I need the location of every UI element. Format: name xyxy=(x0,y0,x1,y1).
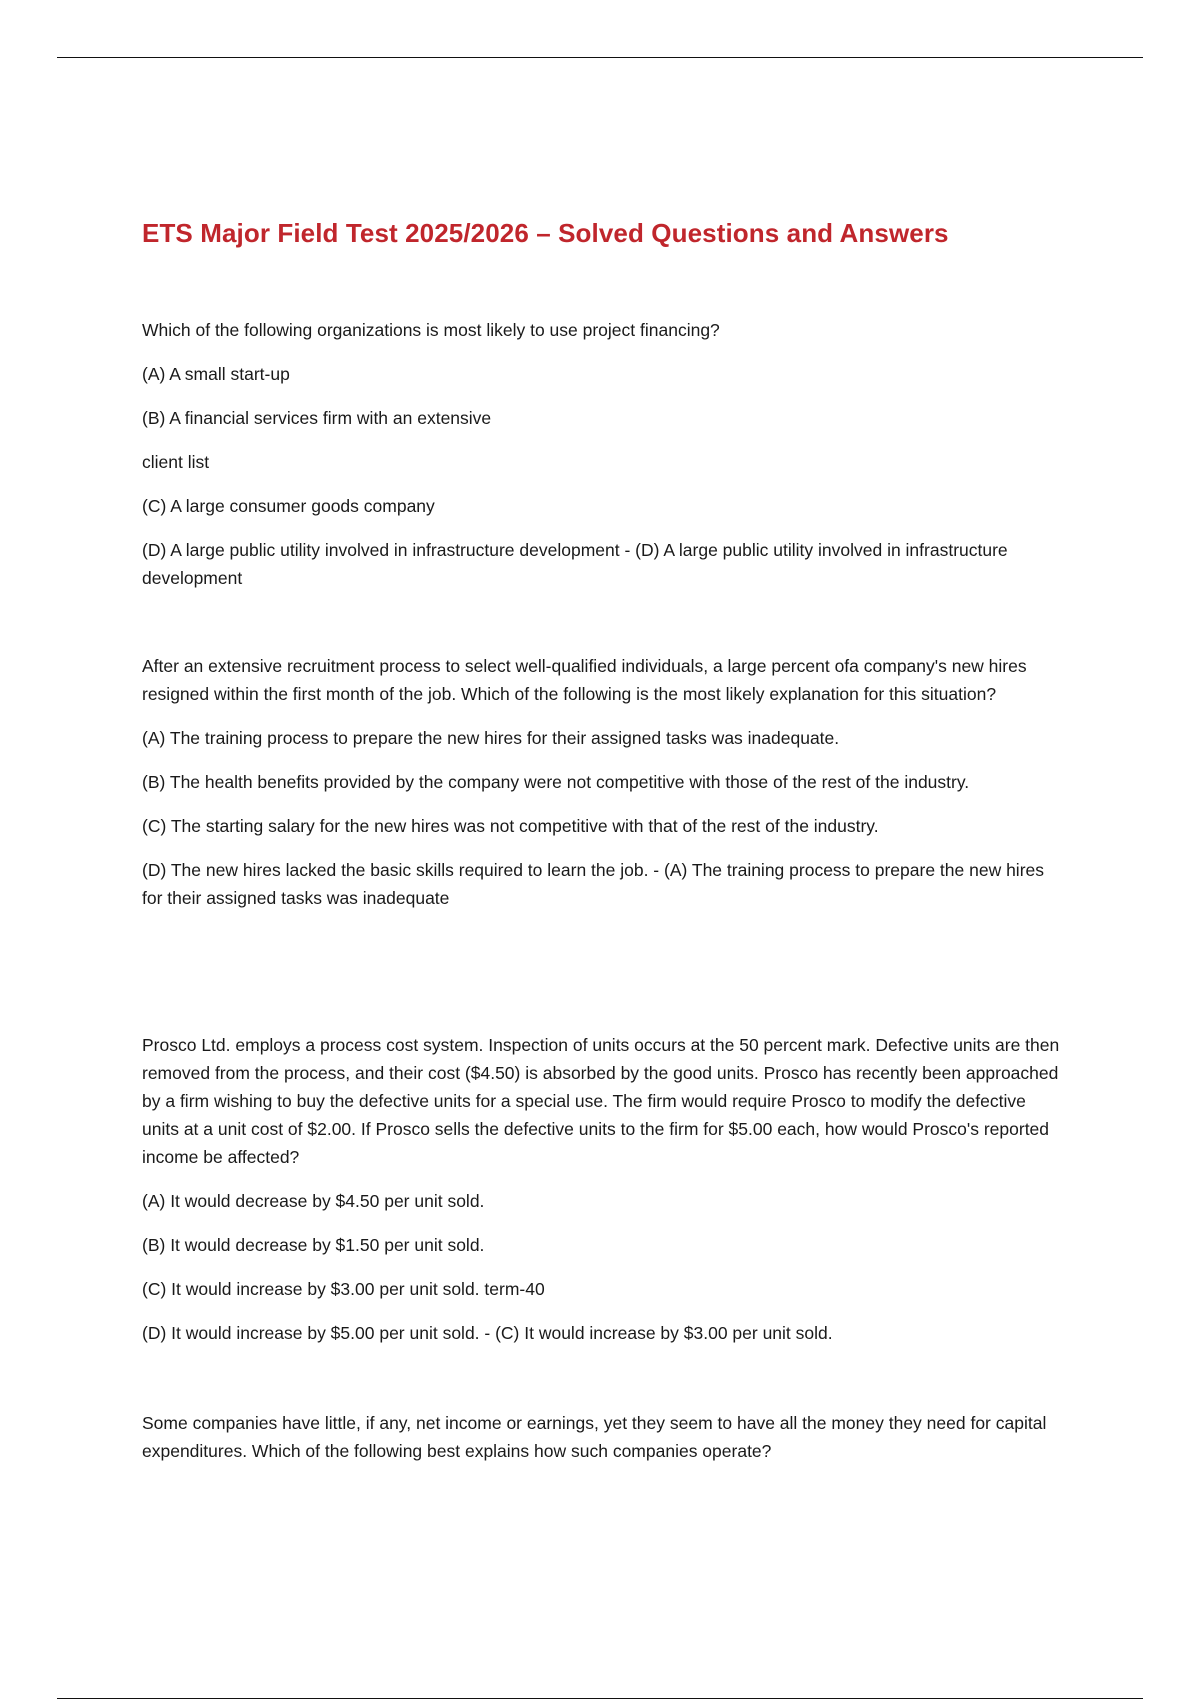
answer-option-a: (A) A small start-up xyxy=(142,364,290,384)
question-text: Prosco Ltd. employs a process cost system. Inspection of units occurs at the 50 percent mark. Defective units are then removed from the process, and their cost ($4.50) is absorbed by the good units. Prosco has recently been approached by a firm wishing to buy the defective units for a special use. The firm would require Prosco to modify the defective units at a unit cost of $2.00. If Prosco sells the defective units to the firm for $5.00 each, how would Prosco's reported income be affected? xyxy=(142,1035,1060,1167)
question-block-1 xyxy=(142,316,1062,592)
document-title: ETS Major Field Test 2025/2026 – Solved Questions and Answers xyxy=(142,218,949,248)
question-block-3 xyxy=(142,1031,1062,1347)
question-text: Some companies have little, if any, net income or earnings, yet they seem to have all the money they need for capital expenditures. Which of the following best explains how such companies operate? xyxy=(142,1413,1047,1461)
answer-option-c: (C) A large consumer goods company xyxy=(142,496,435,516)
question-text: After an extensive recruitment process to select well-qualified individuals, a large percent ofa company's new hires resigned within the first month of the job. Which of the following is the most likely explanation for this situation? xyxy=(142,656,1027,704)
question-text: Which of the following organizations is most likely to use project financing? xyxy=(142,320,720,340)
header-rule xyxy=(57,57,1143,58)
answer-option-d-with-answer: (D) It would increase by $5.00 per unit sold. - (C) It would increase by $3.00 per unit sold. xyxy=(142,1323,833,1343)
question-block-4 xyxy=(142,1409,1062,1465)
answer-option-b: (B) A financial services firm with an extensive xyxy=(142,408,492,428)
answer-option-b-continued: client list xyxy=(142,452,210,472)
answer-option-c: (C) It would increase by $3.00 per unit sold. term-40 xyxy=(142,1279,545,1299)
answer-option-d-with-answer: (D) A large public utility involved in infrastructure development - (D) A large public utility involved in infrastructure development xyxy=(142,540,1008,588)
answer-option-a: (A) The training process to prepare the new hires for their assigned tasks was inadequate. xyxy=(142,728,840,748)
question-block-2 xyxy=(142,652,1062,912)
answer-option-b: (B) It would decrease by $1.50 per unit sold. xyxy=(142,1235,485,1255)
answer-option-a: (A) It would decrease by $4.50 per unit sold. xyxy=(142,1191,485,1211)
answer-option-b: (B) The health benefits provided by the company were not competitive with those of the rest of the industry. xyxy=(142,772,970,792)
answer-option-d-with-answer: (D) The new hires lacked the basic skills required to learn the job. - (A) The training process to prepare the new hires for their assigned tasks was inadequate xyxy=(142,860,1045,908)
answer-option-c: (C) The starting salary for the new hires was not competitive with that of the rest of the industry. xyxy=(142,816,879,836)
footer-rule xyxy=(57,1698,1143,1699)
